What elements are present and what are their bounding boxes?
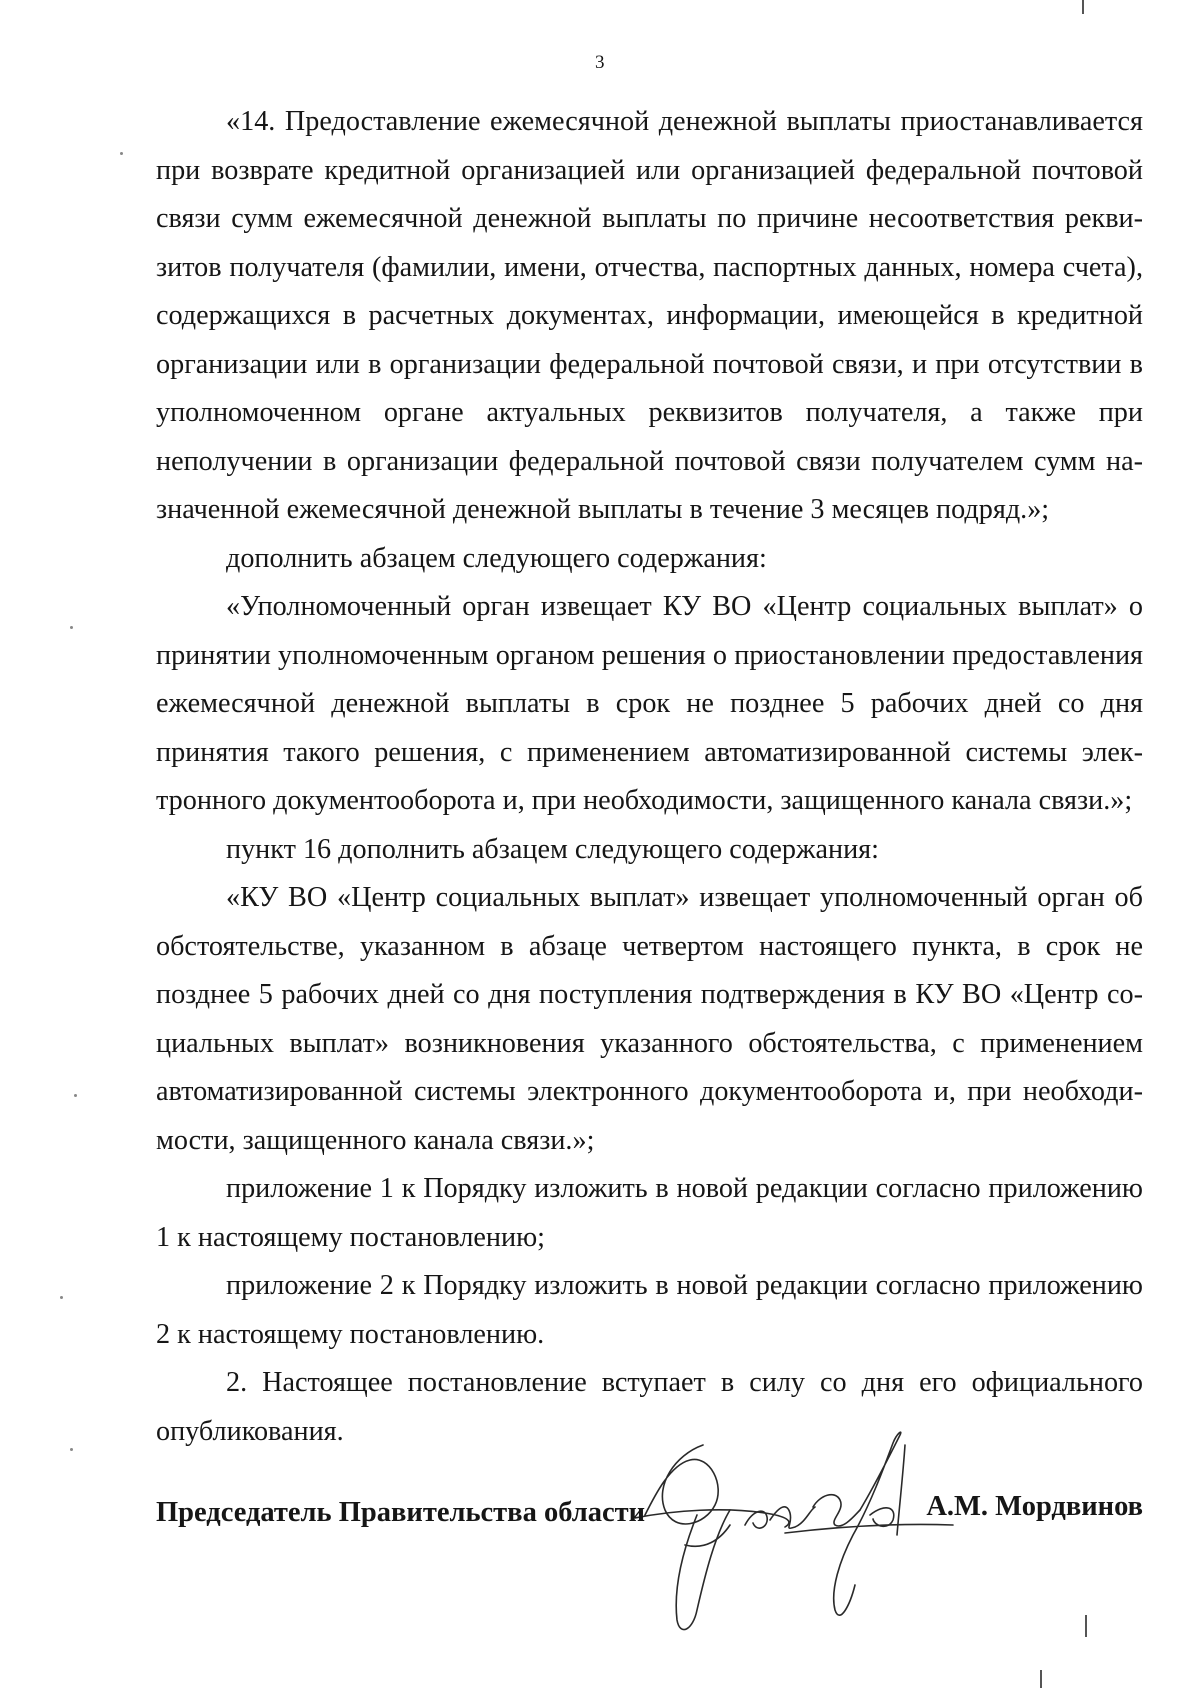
paragraph-appendix-1: приложение 1 к Порядку изложить в новой редакции согласно приложению 1 к настоящему постановлению; xyxy=(156,1173,1143,1253)
scan-edge-mark-bottom xyxy=(1085,1615,1087,1637)
scan-speck xyxy=(70,626,73,629)
scan-speck xyxy=(120,152,123,155)
signatory-title: Председатель Правительства области xyxy=(156,1497,646,1528)
paragraph-item-14: «14. Предоставление ежемесячной денежной выплаты приостанавливается при возврате кредитной организацией или организацией федеральной почтовой связи сумм ежемесячной денежной выплаты по причине несоответствия реквизитов получателя (фамилии, имени, отчества, паспортных данных, номера счета), содержащихся в расчетных документах, информации, имеющейся в кредитной организации или в организации федеральной почтовой связи, и при отсутствии в уполномоченном органе актуальных реквизитов получателя, а также при неполучении в организации федеральной почтовой связи получателем сумм назначенной ежемесячной денежной выплаты в течение 3 месяцев подряд.»; xyxy=(156,106,1143,525)
document-body xyxy=(156,98,1143,1456)
scan-speck xyxy=(74,1094,77,1097)
signatory-name: А.М. Мордвинов xyxy=(926,1491,1143,1522)
paragraph-appendix-2: приложение 2 к Порядку изложить в новой редакции согласно приложению 2 к настоящему постановлению. xyxy=(156,1270,1143,1350)
scan-edge-mark-corner xyxy=(1040,1670,1042,1688)
paragraph-effective-date: 2. Настоящее постановление вступает в силу со дня его официального опубликования. xyxy=(156,1367,1143,1447)
page-number: 3 xyxy=(595,52,605,73)
scan-speck xyxy=(70,1448,73,1451)
signature-block xyxy=(156,1491,1143,1557)
paragraph-notification-center: «КУ ВО «Центр социальных выплат» извещает уполномоченный орган об обстоятельстве, указанном в абзаце четвертом настоящего пункта, в срок не позднее 5 рабочих дней со дня поступления подтверждения в КУ ВО «Центр социальных выплат» возникновения указанного обстоятельства, с применением автоматизированной системы электронного документооборота и, при необходимости, защищенного канала связи.»; xyxy=(156,882,1143,1156)
paragraph-supplement-intro: дополнить абзацем следующего содержания: xyxy=(226,542,767,574)
scan-edge-mark-top xyxy=(1082,0,1084,14)
paragraph-item-16-intro: пункт 16 дополнить абзацем следующего содержания: xyxy=(226,833,879,865)
paragraph-notification-authority: «Уполномоченный орган извещает КУ ВО «Центр социальных выплат» о принятии уполномоченным органом решения о приостановлении предоставления ежемесячной денежной выплаты в срок не позднее 5 рабочих дней со дня принятия такого решения, с применением автоматизированной системы электронного документооборота и, при необходимости, защищенного канала связи.»; xyxy=(156,591,1143,816)
scan-speck xyxy=(60,1296,63,1299)
